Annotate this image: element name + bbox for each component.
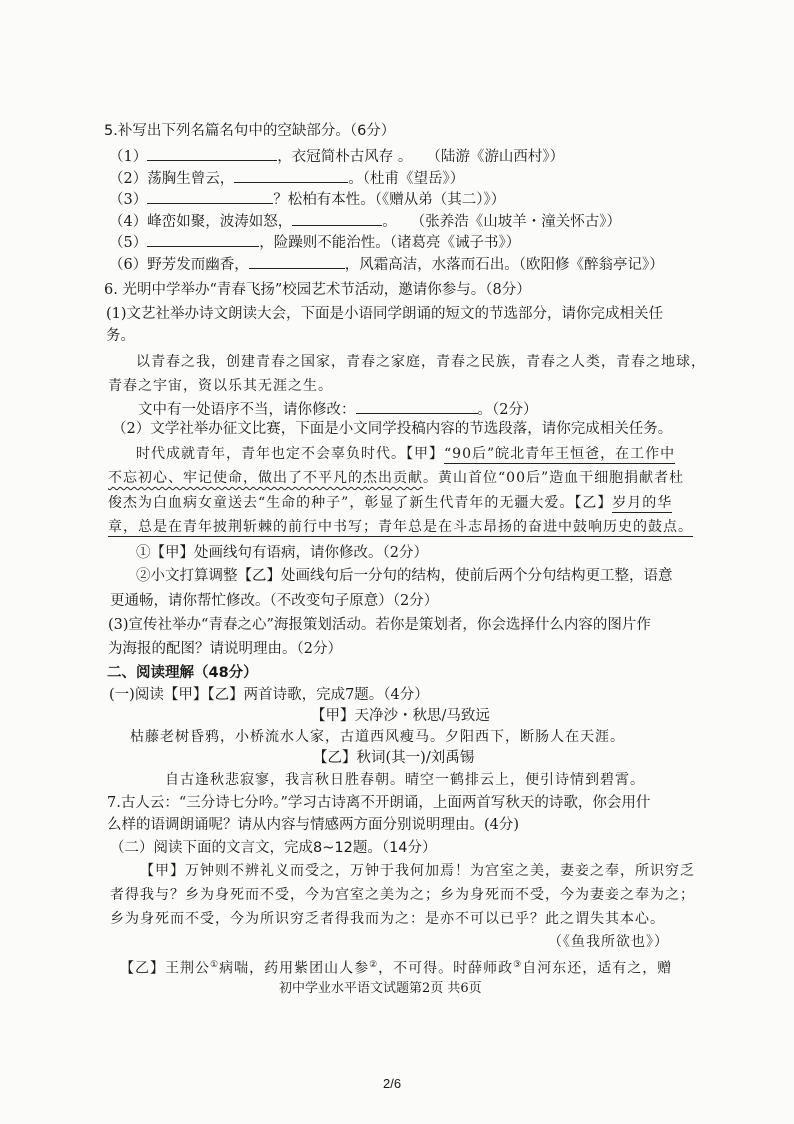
classical-line2: 者得我与？乡为身死而不受，今为宫室之美为之；乡为身死而不受，今为妻妾之奉为之； [110, 887, 695, 903]
q6-part3-line2: 为海报的配图？请说明理由。（2分） [108, 641, 342, 657]
poem2-title: 【乙】秋词(其一)/刘禹锡 [313, 750, 475, 766]
classical-source: （《鱼我所欲也》） [548, 934, 669, 950]
classical-yi-line: 【乙】王荆公①病喘，药用紫团山人参②，不可得。时薛师政③自河东还，适有之，赠 [120, 960, 673, 977]
essay-line3: 俊杰为白血病女童送去“生命的种子”，彰显了新生代青年的无疆大爱。【乙】岁月的华 [108, 495, 673, 511]
q5-item-6: （6）野芳发而幽香， ，风霜高洁，水落而石出。（欧阳修《醉翁亭记》） [109, 254, 664, 275]
task-2-line1: ②小文打算调整【乙】处画线句后一分句的结构，使前后两个分句结构更工整，语意 [136, 568, 673, 584]
essay-line4: 章，总是在青年披荆斩棘的前行中书写；青年总是在斗志昂扬的奋进中鼓响历史的鼓点。 [108, 519, 693, 535]
classical-line3: 乡为身死而不受，今为所识穷乏者得我而为之：是亦不可以已乎？此之谓失其本心。 [110, 911, 665, 927]
q5-item-2: （2）荡胸生曾云， 。（杜甫《望岳》） [109, 168, 464, 189]
quote-line2: 青春之宇宙，资以乐其无涯之生。 [108, 378, 333, 394]
q6-title: 6. 光明中学举办“青春飞扬”校园艺术节活动，邀请你参与。（8分） [104, 282, 531, 298]
quote-line1: 以青春之我，创建青春之国家，青春之家庭，青春之民族，青春之人类，青春之地球， [136, 354, 706, 370]
task-1: ①【甲】处画线句有语病，请你修改。（2分） [136, 545, 428, 561]
page-number: 2/6 [383, 1076, 402, 1091]
page-footer: 初中学业水平语文试题第2页 共6页 [279, 981, 482, 996]
q6-part1-line2: 务。 [106, 328, 135, 344]
q5-title: 5.补写出下列名篇名句中的空缺部分。（6分） [104, 123, 396, 139]
classical-line1: 【甲】万钟则不辨礼义而受之，万钟于我何加焉！为宫室之美，妻妾之奉，所识穷乏 [140, 863, 695, 879]
essay-line1: 时代成就青年，青年也定不会辜负时代。【甲】“90后”皖北青年王恒爸，在工作中 [136, 446, 676, 462]
task-2-line2: 更通畅，请你帮忙修改。（不改变句子原意）（2分） [110, 593, 439, 609]
q7-line1: 7.古人云：“三分诗七分吟。”学习古诗离不开朗诵，上面两首写秋天的诗歌，你会用什 [107, 795, 651, 811]
q6-fix: 文中有一处语序不当，请你修改： 。（2分） [138, 399, 537, 420]
essay-line2: 不忘初心、牢记使命，做出了不平凡的杰出贡献。黄山首位“00后”造血干细胞捐献者杜 [108, 470, 685, 486]
section2-sub2: （二）阅读下面的文言文，完成8~12题。（14分） [110, 840, 437, 856]
q5-item-4: （4）峰峦如聚，波涛如怒， 。 （张养浩《山坡羊・潼关怀古》） [109, 211, 621, 232]
q5-item-1: （1） ，衣冠简朴古风存 。 （陆游《游山西村》） [109, 146, 564, 167]
poem2-text: 自古逢秋悲寂寥，我言秋日胜春朝。晴空一鹤排云上，便引诗情到碧霄。 [165, 772, 645, 788]
poem1-title: 【甲】天净沙・秋思/马致远 [311, 708, 490, 724]
q7-line2: 么样的语调朗诵呢？请从内容与情感两方面分别说明理由。(4分) [107, 817, 520, 833]
q5-item-3: （3） ？松柏有本性。（《赠从弟（其二）》） [109, 189, 505, 210]
section2-title: 二、阅读理解（48分） [107, 665, 258, 681]
poem1-text: 枯藤老树昏鸦，小桥流水人家，古道西风瘦马。夕阳西下，断肠人在天涯。 [130, 729, 625, 745]
section2-sub1: (一)阅读【甲】【乙】两首诗歌，完成7题。（4分） [109, 687, 429, 703]
q6-part3-line1: (3)宣传社举办“青春之心”海报策划活动。若你是策划者，你会选择什么内容的图片作 [108, 617, 651, 633]
q5-item-5: （5） ，险躁则不能治性。（诸葛亮《诫子书》） [109, 232, 520, 253]
q6-part1-line1: (1)文艺社举办诗文朗读大会，下面是小语同学朗诵的短文的节选部分，请你完成相关任 [106, 306, 664, 322]
q6-part2: （2）文学社举办征文比赛，下面是小文同学投稿内容的节选段落，请你完成相关任务。 [112, 421, 673, 437]
